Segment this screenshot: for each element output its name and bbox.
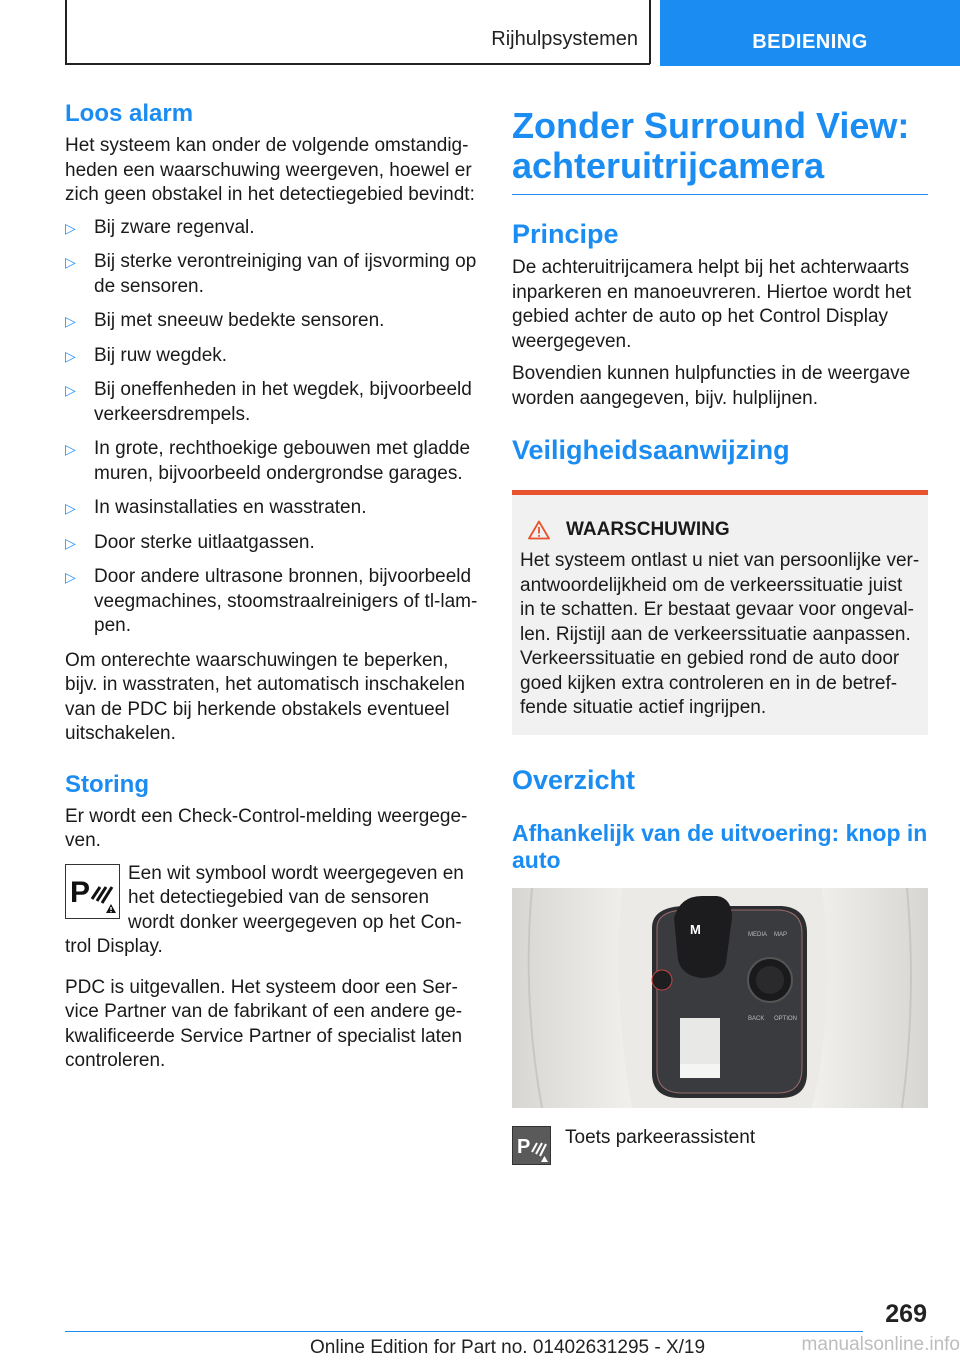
triangle-bullet-icon: ▷ (65, 382, 76, 398)
header-section-title: Rijhulpsystemen (491, 28, 638, 50)
triangle-bullet-icon: ▷ (65, 534, 76, 551)
list-item: ▷ Bij oneffenheden in het wegdek, bijvoorbeeld verkeersdrempels. (65, 379, 472, 425)
list-item: ▷ Bij zware regenval. (65, 216, 478, 241)
svg-text:BACK: BACK (748, 1015, 765, 1022)
header-left-rule (65, 0, 67, 64)
pdc-warning-icon (65, 864, 120, 919)
main-title: Zonder Surround View: achteruitrijcamera (512, 106, 928, 195)
warning-text: Het systeem ontlast u niet van persoonlijke ver-antwoordelijkheid om de verkeerssituatie juist in te schatten. Er bestaat gevaar voor ongeval-len. Rijstijl aan de verkeerssituatie aanpassen. Verkeerssituatie en gebied rond de auto door goed kijken extra controleren en in de betref-fende situatie actief ingrijpen. (520, 550, 920, 718)
loos-alarm-heading: Loos alarm (65, 100, 194, 127)
list-item: ▷ Door sterke uitlaatgassen. (65, 531, 478, 556)
loos-alarm-outro: Om onterechte waarschuwingen te beperken, bijv. in wasstraten, het automatisch inschakelen van de PDC bij herkende obstakels eventueel uitschakelen. (65, 649, 465, 744)
header-right-rule (649, 0, 651, 64)
svg-text:MEDIA: MEDIA (748, 931, 768, 938)
list-item: ▷ In grote, rechthoekige gebouwen met gladde muren, bijvoorbeeld ondergrondse garages. (65, 438, 471, 484)
storing-heading: Storing (65, 770, 149, 798)
edition-text: Online Edition for Part no. 01402631295 - X/19 (310, 1337, 706, 1358)
svg-text:P: P (70, 875, 91, 909)
svg-text:M: M (690, 921, 701, 937)
list-item: ▷ Bij met sneeuw bedekte sensoren. (65, 309, 478, 334)
svg-text:OPTION: OPTION (774, 1015, 798, 1022)
warning-label: WAARSCHUWING (566, 519, 730, 540)
overzicht-heading: Overzicht (512, 764, 636, 795)
loos-alarm-list (65, 216, 478, 639)
park-assist-button-row (512, 1126, 928, 1165)
triangle-bullet-icon: ▷ (65, 569, 76, 585)
warning-triangle-icon (528, 520, 550, 540)
chapter-label: BEDIENING (752, 31, 868, 53)
right-column (512, 100, 928, 1165)
park-assist-label: Toets parkeerassistent (565, 1126, 756, 1148)
footer-rule (65, 1331, 863, 1332)
header-chapter-tab (660, 0, 960, 66)
triangle-bullet-icon: ▷ (65, 313, 76, 329)
list-item: ▷ In wasinstallaties en wasstraten. (65, 496, 478, 521)
svg-text:P: P (517, 1135, 531, 1158)
symbol-description: Een wit symbool wordt weergegeven en het detectiegebied van de sensoren wordt donker weergegeven op het Con-trol Display. (65, 862, 464, 957)
center-console-photo (512, 888, 928, 1108)
page-number: 269 (885, 1300, 927, 1328)
loos-alarm-intro: Het systeem kan onder de volgende omstandig-heden een waarschuwing weergeven, hoewel er zich geen obstakel in het detectiegebied bevindt: (65, 135, 475, 205)
triangle-bullet-icon: ▷ (65, 500, 76, 516)
header-bottom-rule (65, 63, 650, 65)
list-item: ▷ Bij ruw wegdek. (65, 344, 478, 369)
principe-heading: Principe (512, 219, 619, 249)
veiligheid-heading: Veiligheidsaanwijzing (512, 435, 790, 465)
svg-text:MAP: MAP (774, 931, 788, 938)
left-column (65, 100, 478, 1082)
pdc-symbol-block (65, 862, 478, 960)
list-item: ▷ Bij sterke verontreiniging van of ijsvorming op de sensoren. (65, 251, 477, 297)
watermark: manualsonline.info (801, 1334, 960, 1355)
principe-text-1: De achteruitrijcamera helpt bij het achterwaarts inparkeren en manoeuvreren. Hiertoe wordt het gebied achter de auto op het Control Display weergegeven. (512, 257, 912, 352)
list-item: ▷ Door andere ultrasone bronnen, bijvoorbeeld veegmachines, stoomstraalreinigers of tl-lam-pen. (65, 566, 478, 636)
storing-service-text: PDC is uitgevallen. Het systeem door een Ser-vice Partner van de fabrikant of een andere ge-kwalificeerde Service Partner of specialist laten controleren. (65, 976, 463, 1071)
overzicht-subheading: Afhankelijk van de uitvoering: knop in auto (512, 819, 928, 873)
storing-text: Er wordt een Check-Control-melding weergege-ven. (65, 805, 468, 851)
principe-text-2: Bovendien kunnen hulpfuncties in de weergave worden aangegeven, bijv. hulplijnen. (512, 363, 911, 409)
triangle-bullet-icon: ▷ (65, 441, 76, 457)
warning-title (520, 519, 920, 541)
triangle-bullet-icon: ▷ (65, 254, 76, 270)
parking-assist-icon (512, 1126, 551, 1165)
triangle-bullet-icon: ▷ (65, 347, 76, 364)
triangle-bullet-icon: ▷ (65, 219, 76, 236)
warning-box (512, 490, 928, 735)
